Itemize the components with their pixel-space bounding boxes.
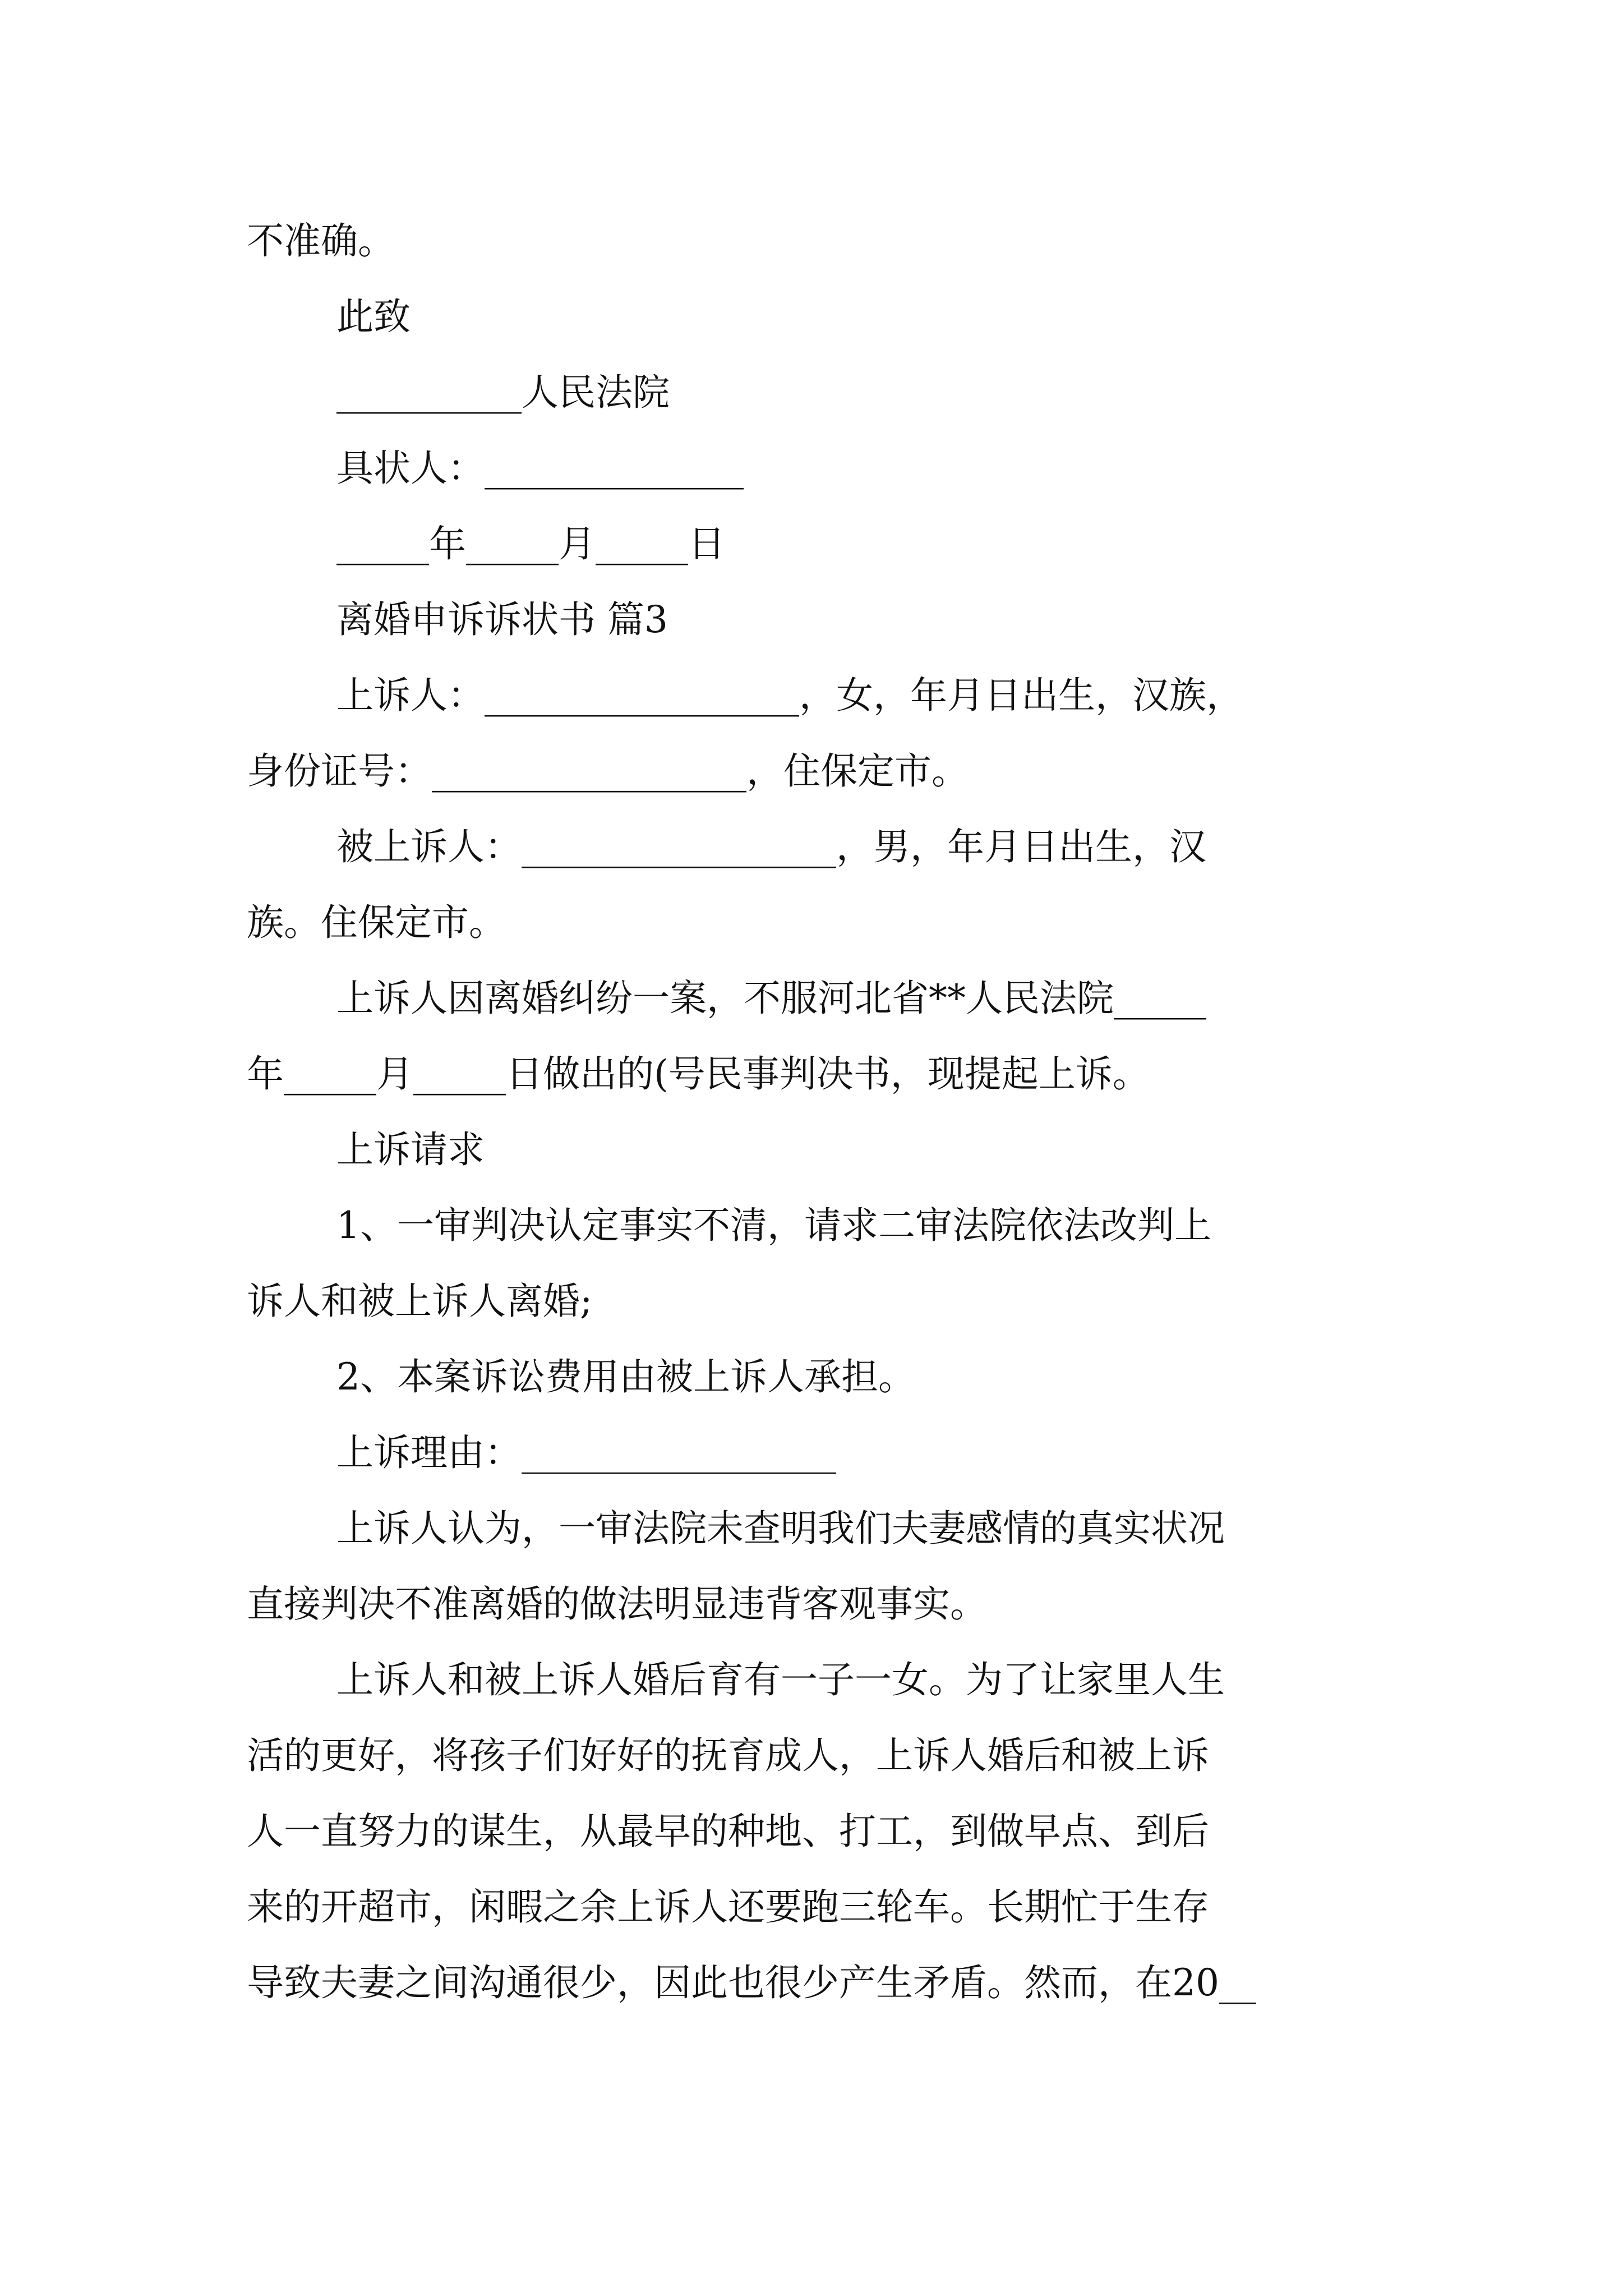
appellee-line: 被上诉人：_________________，男，年月日出生，汉 (336, 825, 1206, 868)
appellee-line-cont: 族。住保定市。 (247, 901, 506, 944)
salutation-line: 此致 (336, 295, 411, 338)
id-number-line: 身份证号：_________________，住保定市。 (247, 749, 969, 793)
plaintiff-signature-line: 具状人：______________ (336, 447, 744, 490)
reason-paragraph-2-line-3: 人一直努力的谋生，从最早的种地、打工，到做早点、到后 (247, 1810, 1209, 1853)
reason-paragraph-2: 上诉人和被上诉人婚后育有一子一女。为了让家里人生 (336, 1658, 1225, 1701)
case-line-cont: 年_____月_____日做出的(号民事判决书，现提起上诉。 (247, 1052, 1150, 1096)
case-line: 上诉人因离婚纠纷一案，不服河北省**人民法院_____ (336, 977, 1206, 1020)
request-item-2: 2、本案诉讼费用由被上诉人承担。 (336, 1355, 915, 1398)
section-heading: 离婚申诉诉状书 篇3 (336, 598, 668, 641)
date-line: _____年_____月_____日 (336, 522, 725, 565)
reason-paragraph-2-line-2: 活的更好，将孩子们好好的抚育成人，上诉人婚后和被上诉 (247, 1734, 1209, 1777)
appellant-line: 上诉人：_________________，女，年月日出生，汉族， (336, 674, 1243, 717)
request-item-1-cont: 诉人和被上诉人离婚; (247, 1280, 593, 1323)
text-line-1: 不准确。 (247, 219, 395, 263)
reason-paragraph-2-line-5: 导致夫妻之间沟通很少，因此也很少产生矛盾。然而，在20__ (247, 1961, 1256, 2004)
court-line: __________人民法院 (336, 371, 670, 414)
requests-heading: 上诉请求 (336, 1128, 485, 1171)
reason-paragraph-2-line-4: 来的开超市，闲暇之余上诉人还要跑三轮车。长期忙于生存 (247, 1885, 1209, 1929)
reason-paragraph-1: 上诉人认为，一审法院未查明我们夫妻感情的真实状况 (336, 1507, 1225, 1550)
request-item-1: 1、一审判决认定事实不清，请求二审法院依法改判上 (336, 1204, 1211, 1247)
reasons-heading: 上诉理由：_________________ (336, 1431, 836, 1474)
reason-paragraph-1-cont: 直接判决不准离婚的做法明显违背客观事实。 (247, 1582, 987, 1626)
